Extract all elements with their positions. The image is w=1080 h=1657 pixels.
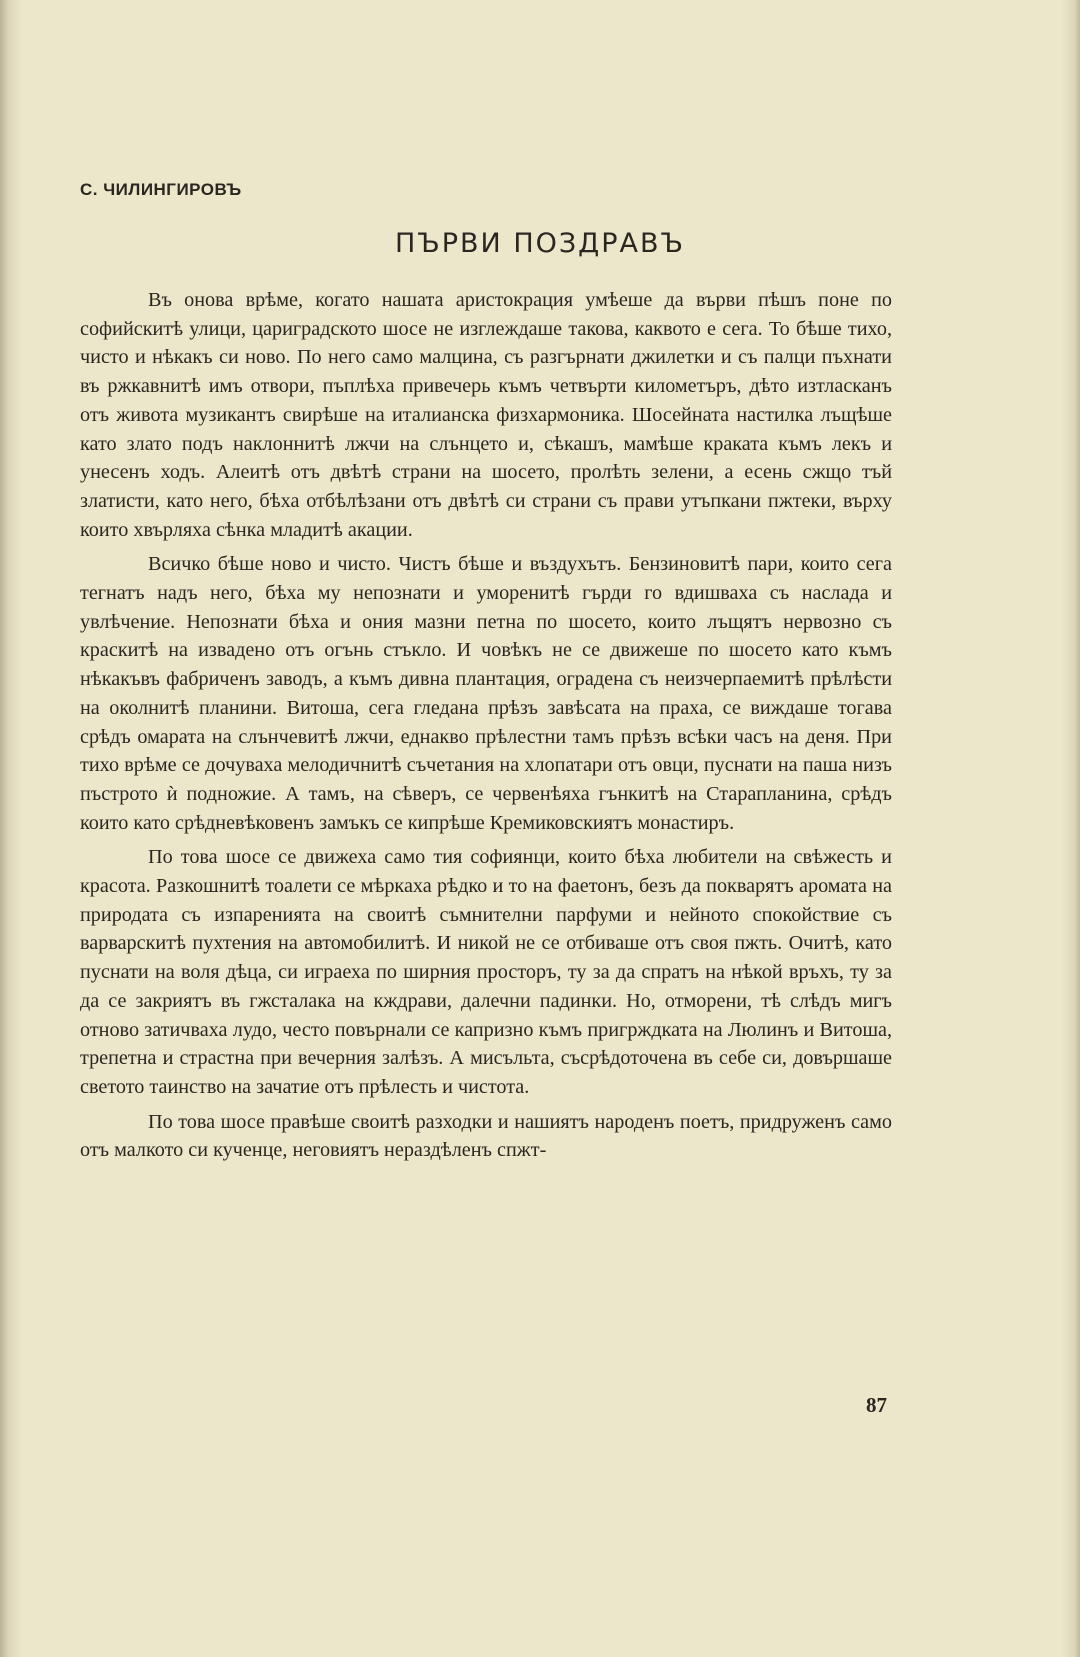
story-title: ПЪРВИ ПОЗДРАВЪ bbox=[394, 228, 686, 259]
author-name: С. ЧИЛИНГИРОВЪ bbox=[80, 180, 242, 199]
page-number: 87 bbox=[866, 1393, 887, 1417]
paragraph-3: По това шосе се движеха само тия софиянци, които бѣха любители на свѣжесть и красота. Разкошнитѣ тоалети се мѣркаха рѣдко и то на фаетонъ, безъ да покварятъ аромата на природата съ изпаренията на своитѣ съмнителни парфуми и нейното спокойствие съ варварскитѣ пухтения на автомобилитѣ. И никой не се отбиваше отъ своя пжть. Очитѣ, като пуснати на воля дѣца, си играеха по ширния просторъ, ту за да спратъ на нѣкой връхъ, ту за да се закриятъ въ гжсталака на кждрави, далечни падинки. Но, отморени, тѣ слѣдъ мигъ отново затичваха лудо, често повърнали се капризно къмъ пригрждката на Люлинъ и Витоша, трепетна и страстна при вечерния залѣзъ. А мисъльта, съсрѣдоточена въ себе си, довършаше светото таинство на зачатие отъ прѣлесть и чистота. bbox=[80, 846, 892, 1098]
paragraph-2: Всичко бѣше ново и чисто. Чистъ бѣше и въздухътъ. Бензиновитѣ пари, които сега тегнатъ надъ него, бѣха му непознати и уморенитѣ гърди го вдишваха съ наслада и увлѣчение. Непознати бѣха и ония мазни петна по шосето, които лъщятъ нервозно съ краскитѣ на извадено отъ огънь стъкло. И човѣкъ не се движеше по шосето като къмъ нѣкакъвъ фабриченъ заводъ, а къмъ дивна плантация, оградена съ неизчерпаемитѣ прѣлѣсти на околнитѣ планини. Витоша, сега гледана прѣзъ завѣсата на праха, се виждаше тогава срѣдъ омарата на слънчевитѣ лжчи, еднакво прѣлестни тамъ прѣзъ всѣки часъ на деня. При тихо врѣме се дочуваха мелодичнитѣ съчетания на хлопатари отъ овци, пуснати на паша низъ пъстрото ѝ подножие. А тамъ, на сѣверъ, се червенѣяха гънкитѣ на Старапланина, срѣдъ които като срѣдневѣковенъ замъкъ се кипрѣше Кремиковскиятъ монастиръ. bbox=[80, 553, 892, 834]
paragraph-1: Въ онова врѣме, когато нашата аристокрация умѣеше да върви пѣшъ поне по софийскитѣ улици, цариградското шосе не изглеждаше такова, каквото е сега. То бѣше тихо, чисто и нѣкакъ си ново. По него само малцина, съ разгърнати джилетки и съ палци пъхнати въ ржкавнитѣ имъ отвори, пъплѣха привечерь къмъ четвърти километъръ, дѣто изтласканъ отъ живота музикантъ свирѣше на италианска физхармоника. Шосейната настилка лъщѣше като злато подъ наклоннитѣ лжчи на слънцето и, сѣкашъ, мамѣше краката къмъ лекъ и унесенъ ходъ. Алеитѣ отъ двѣтѣ страни на шосето, пролѣть зелени, а есень сжщо тъй златисти, като него, бѣха отбѣлѣзани отъ двѣтѣ си страни съ прави утъпкани пжтеки, върху които хвърляха сѣнка младитѣ акации. bbox=[80, 289, 892, 541]
paragraph-4: По това шосе правѣше своитѣ разходки и нашиятъ народенъ поетъ, придруженъ само отъ малкото си кученце, неговиятъ нераздѣленъ спжт- bbox=[80, 1110, 892, 1162]
body-text bbox=[80, 286, 892, 1165]
